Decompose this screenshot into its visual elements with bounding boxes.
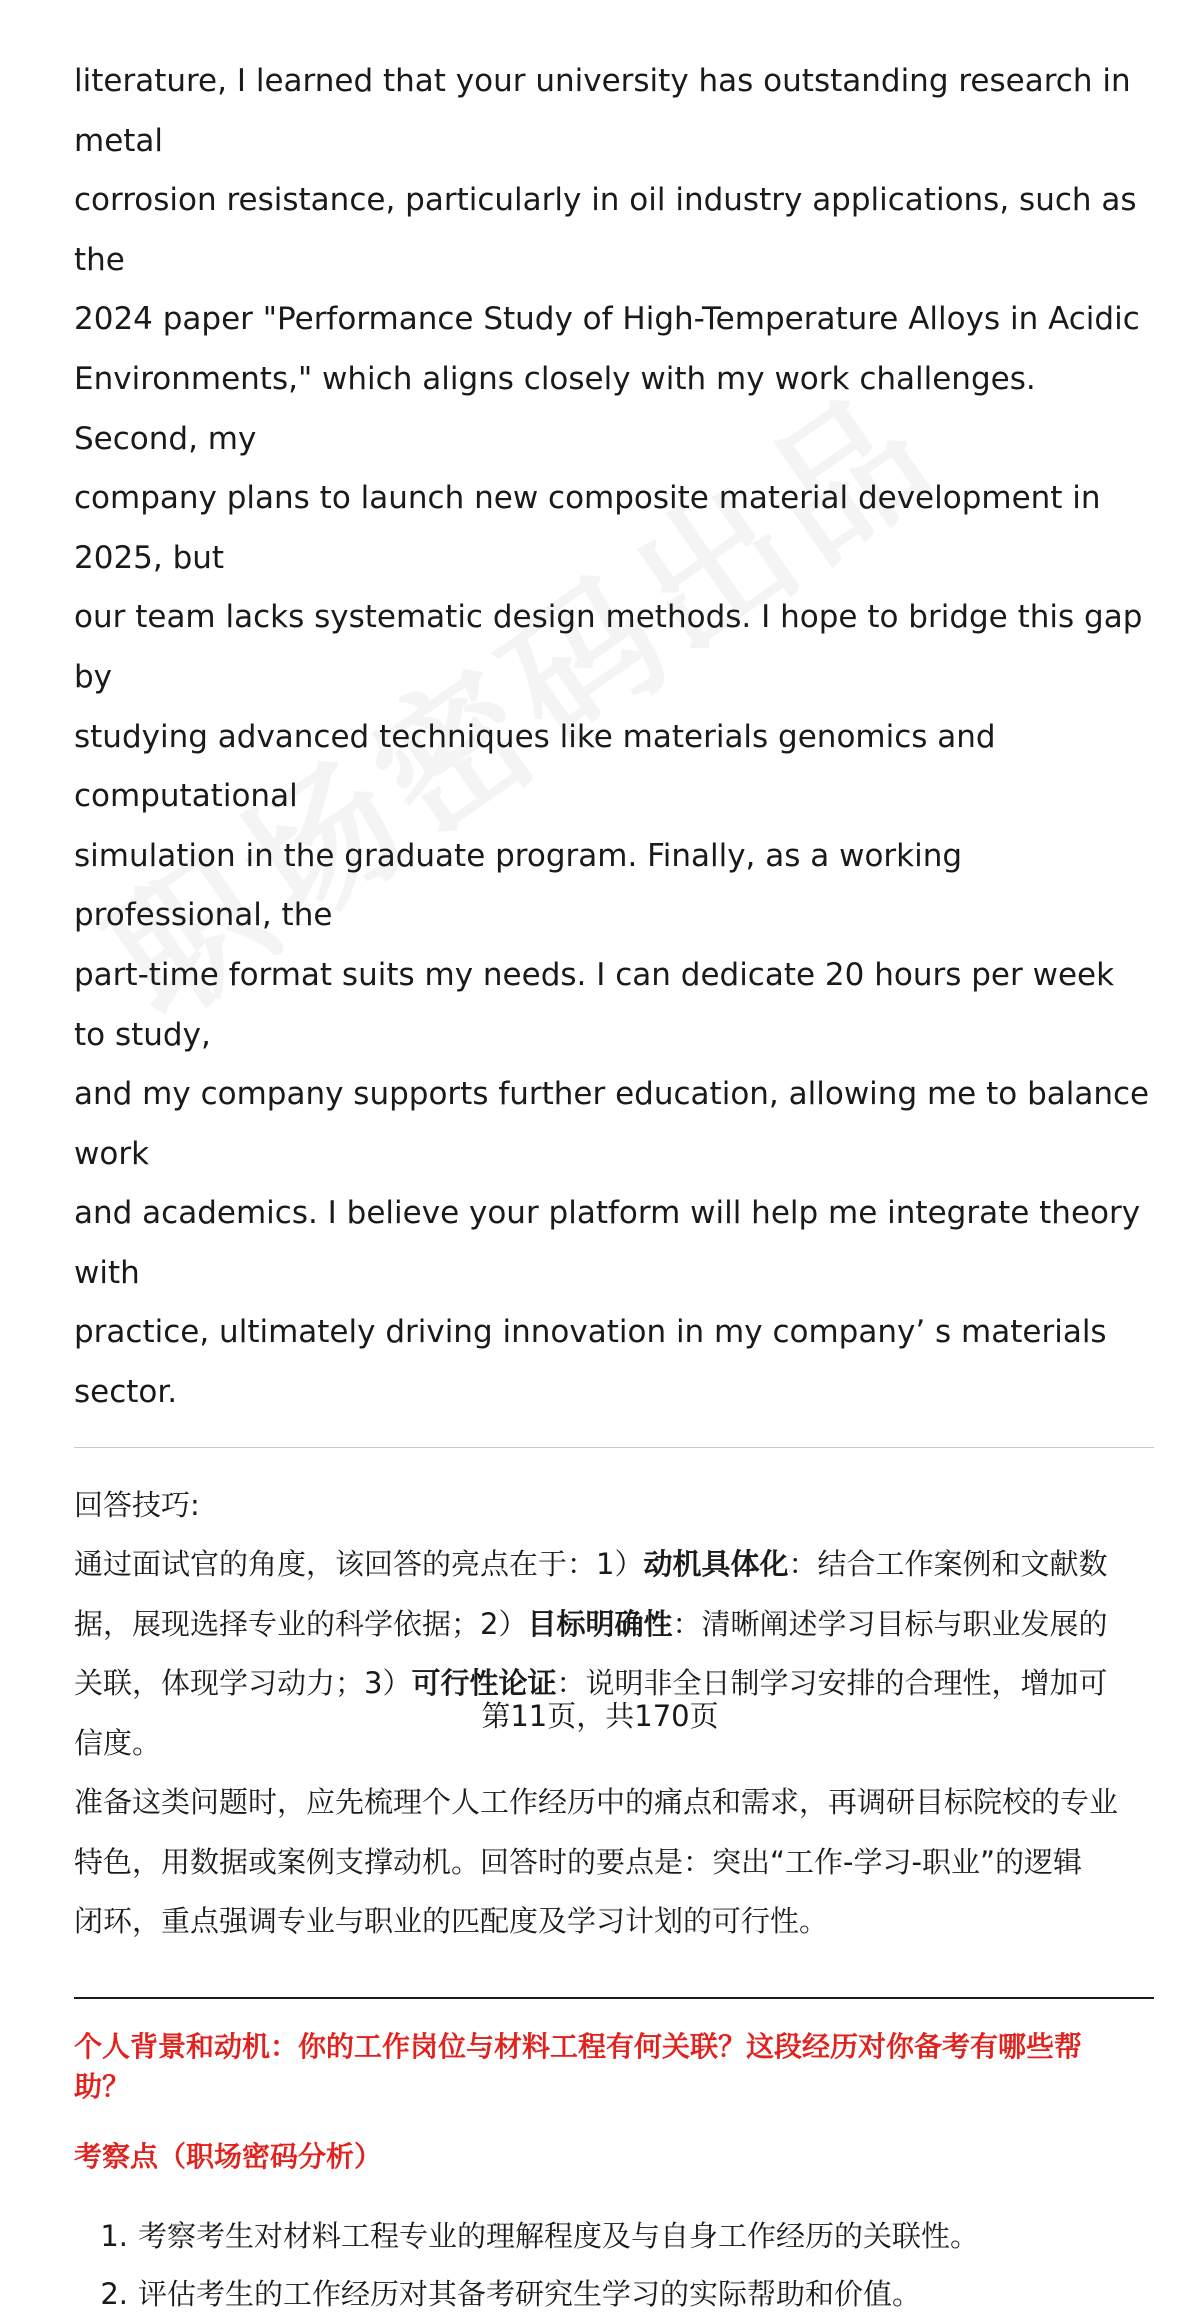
- tips-line: 准备这类问题时，应先梳理个人工作经历中的痛点和需求，再调研目标院校的专业: [74, 1785, 1119, 1820]
- tips-text: ：结合工作案例和文献数: [788, 1547, 1108, 1582]
- essay-line: and my company supports further education, allowing me to balance work: [74, 1076, 1150, 1172]
- tips-highlight: 动机具体化: [643, 1547, 789, 1582]
- tips-line: [74, 1535, 1154, 1595]
- essay-line: studying advanced techniques like materials genomics and computational: [74, 718, 996, 815]
- tips-heading: 回答技巧:: [74, 1487, 200, 1522]
- essay-line: 2024 paper "Performance Study of High-Temperature Alloys in Acidic: [74, 301, 1140, 338]
- question-heading: [74, 2027, 1154, 2107]
- section-divider-thick: [74, 1997, 1154, 1999]
- focus-list: [74, 2207, 1154, 2323]
- essay-line: our team lacks systematic design methods. I hope to bridge this gap by: [74, 599, 1143, 695]
- list-item: [74, 2265, 1154, 2323]
- essay-line: corrosion resistance, particularly in oil industry applications, such as the: [74, 182, 1137, 278]
- tips-highlight: 可行性论证: [411, 1666, 557, 1701]
- tips-text: ：说明非全日制学习安排的合理性，增加可: [556, 1666, 1108, 1701]
- essay-line: Environments," which aligns closely with my work challenges. Second, my: [74, 360, 1036, 457]
- tips-text: 通过面试官的角度，该回答的亮点在于：1）: [74, 1547, 644, 1582]
- section-divider: [74, 1447, 1154, 1448]
- list-item: [74, 2207, 1154, 2265]
- tips-text: 信度。: [74, 1725, 162, 1760]
- tips-text: 关联，体现学习动力；3）: [74, 1666, 412, 1701]
- list-item-text: 评估考生的工作经历对其备考研究生学习的实际帮助和价值。: [138, 2276, 922, 2311]
- focus-heading: 考察点（职场密码分析）: [74, 2139, 383, 2173]
- list-item-number: 1.: [100, 2218, 128, 2253]
- list-item-text: 考察考生对材料工程专业的理解程度及与自身工作经历的关联性。: [138, 2218, 980, 2253]
- tips-line: [74, 1595, 1154, 1655]
- tips-text: ：清晰阐述学习目标与职业发展的: [672, 1606, 1108, 1641]
- essay-line: simulation in the graduate program. Finally, as a working professional, the: [74, 837, 963, 934]
- tips-text: 据，展现选择专业的科学依据；2）: [74, 1606, 528, 1641]
- essay-line: literature, I learned that your university has outstanding research in metal: [74, 63, 1131, 159]
- page-number: 第11页，共170页: [481, 1699, 719, 1733]
- essay-paragraph: [74, 52, 1154, 1423]
- essay-line: and academics. I believe your platform will help me integrate theory with: [74, 1195, 1141, 1291]
- tips-line: 闭环，重点强调专业与职业的匹配度及学习计划的可行性。: [74, 1904, 829, 1939]
- list-item-number: 2.: [100, 2276, 128, 2311]
- tips-highlight: 目标明确性: [527, 1606, 673, 1641]
- tips-line: 特色，用数据或案例支撑动机。回答时的要点是：突出“工作-学习-职业”的逻辑: [74, 1844, 1082, 1879]
- essay-line: practice, ultimately driving innovation in my company’ s materials sector.: [74, 1314, 1107, 1411]
- question-line: 个人背景和动机：你的工作岗位与材料工程有何关联？这段经历对你备考有哪些帮: [74, 2029, 1083, 2063]
- essay-line: part-time format suits my needs. I can dedicate 20 hours per week to study,: [74, 956, 1115, 1053]
- essay-line: company plans to launch new composite material development in 2025, but: [74, 480, 1101, 576]
- question-line: 助？: [74, 2069, 131, 2103]
- page-content: [74, 52, 1154, 2323]
